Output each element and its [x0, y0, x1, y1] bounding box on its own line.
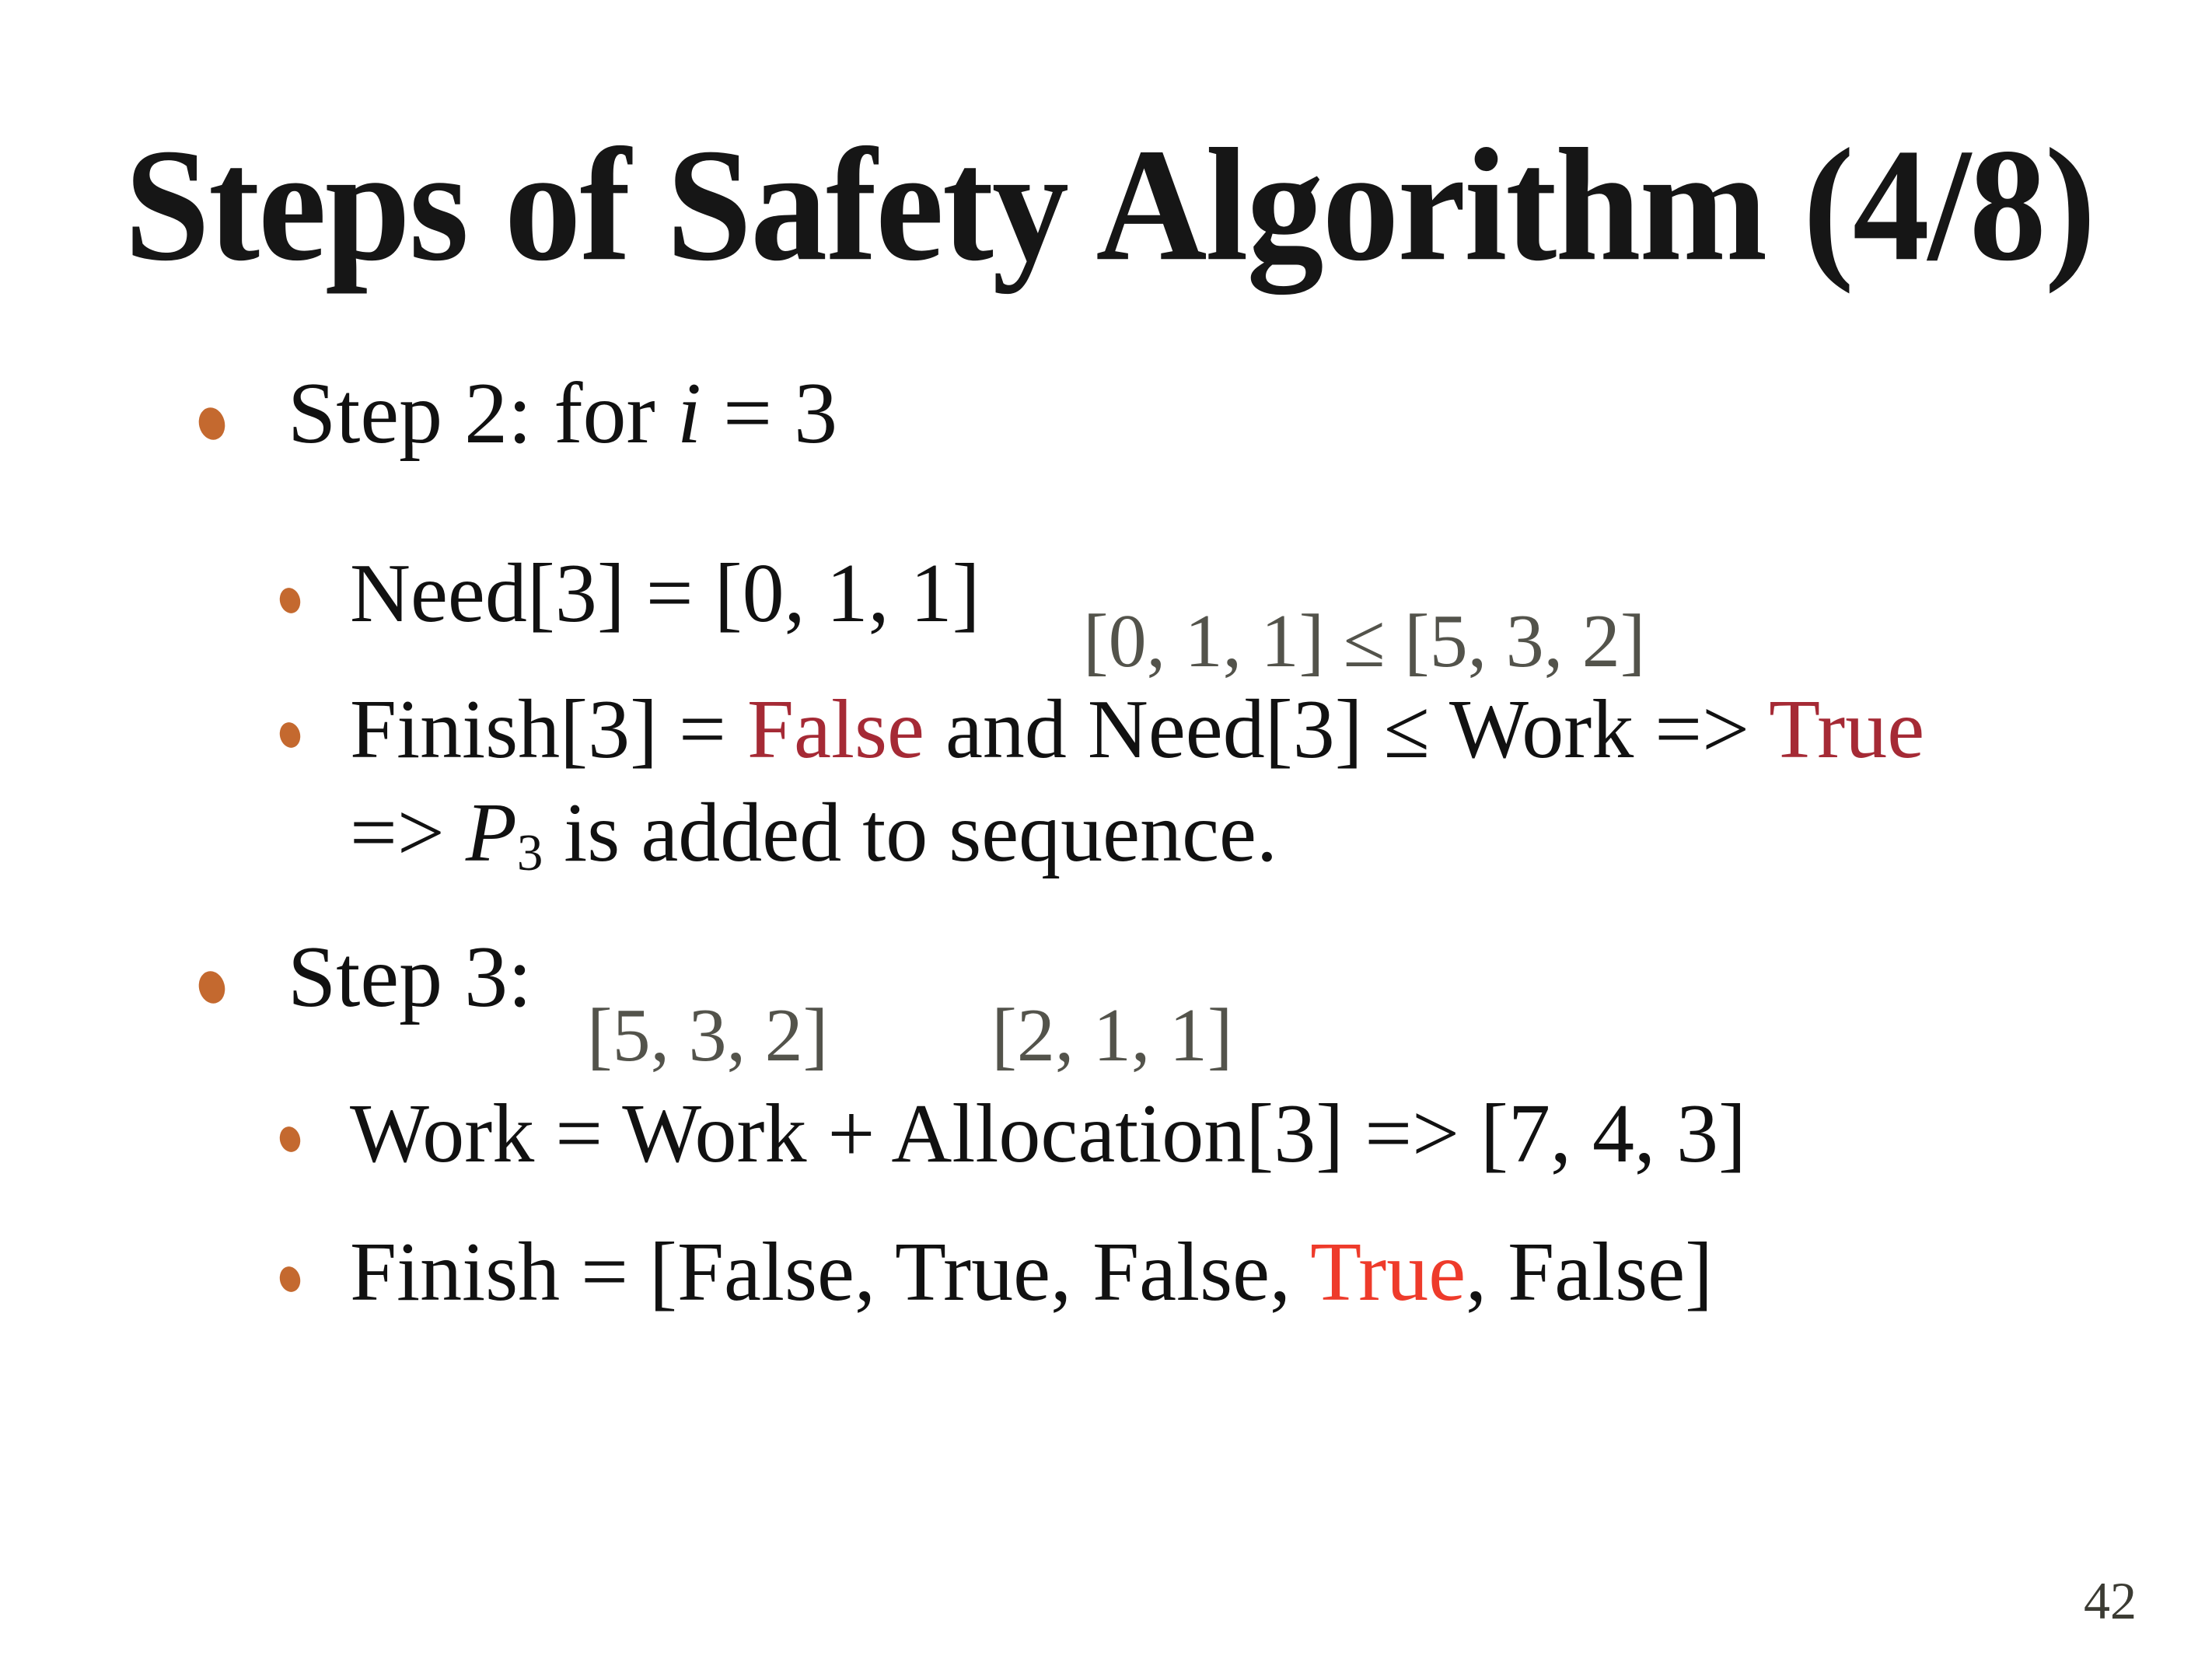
bullet-icon: [277, 1264, 302, 1294]
step2-heading: [288, 365, 838, 462]
finish-vector-true-value: True: [1310, 1226, 1466, 1318]
step2-loop-variable: i: [676, 365, 701, 462]
finish-vector-post: , False]: [1466, 1226, 1714, 1318]
work-value-note: [5, 3, 2]: [587, 994, 829, 1077]
finish-vector-pre: Finish = [False, True, False,: [350, 1226, 1311, 1318]
bullet-icon: [195, 969, 228, 1007]
process-symbol: P: [465, 787, 517, 879]
finish3-false-value: False: [746, 683, 924, 776]
step3-heading: Step 3:: [288, 929, 533, 1025]
process-subscript: 3: [516, 824, 543, 882]
step2-heading-post: = 3: [701, 365, 838, 462]
finish-vector-line: [350, 1226, 1714, 1318]
work-alloc-note: [587, 994, 1233, 1077]
finish3-true-value: True: [1769, 683, 1925, 776]
need-line: Need[3] = [0, 1, 1]: [350, 547, 980, 640]
bullet-icon: [277, 1124, 302, 1154]
sequence-post: is added to sequence.: [543, 787, 1277, 879]
page-number: 42: [2084, 1571, 2137, 1630]
finish3-pre: Finish[3] =: [350, 683, 747, 776]
finish3-mid: and Need[3] ≤ Work =>: [924, 683, 1770, 776]
bullet-icon: [277, 585, 302, 615]
allocation-value-note: [2, 1, 1]: [991, 994, 1233, 1077]
bullet-icon: [195, 405, 228, 443]
need-work-comparison-note: [0, 1, 1] ≤ [5, 3, 2]: [1083, 599, 1646, 683]
step2-heading-pre: Step 2: for: [288, 365, 677, 462]
slide-title: Steps of Safety Algorithm (4/8): [124, 115, 2095, 295]
finish3-line: [350, 683, 1925, 776]
sequence-pre: =>: [350, 787, 466, 879]
bullet-icon: [277, 720, 302, 749]
sequence-line: [350, 787, 1277, 882]
work-update-line: Work = Work + Allocation[3] => [7, 4, 3]: [350, 1088, 1746, 1180]
